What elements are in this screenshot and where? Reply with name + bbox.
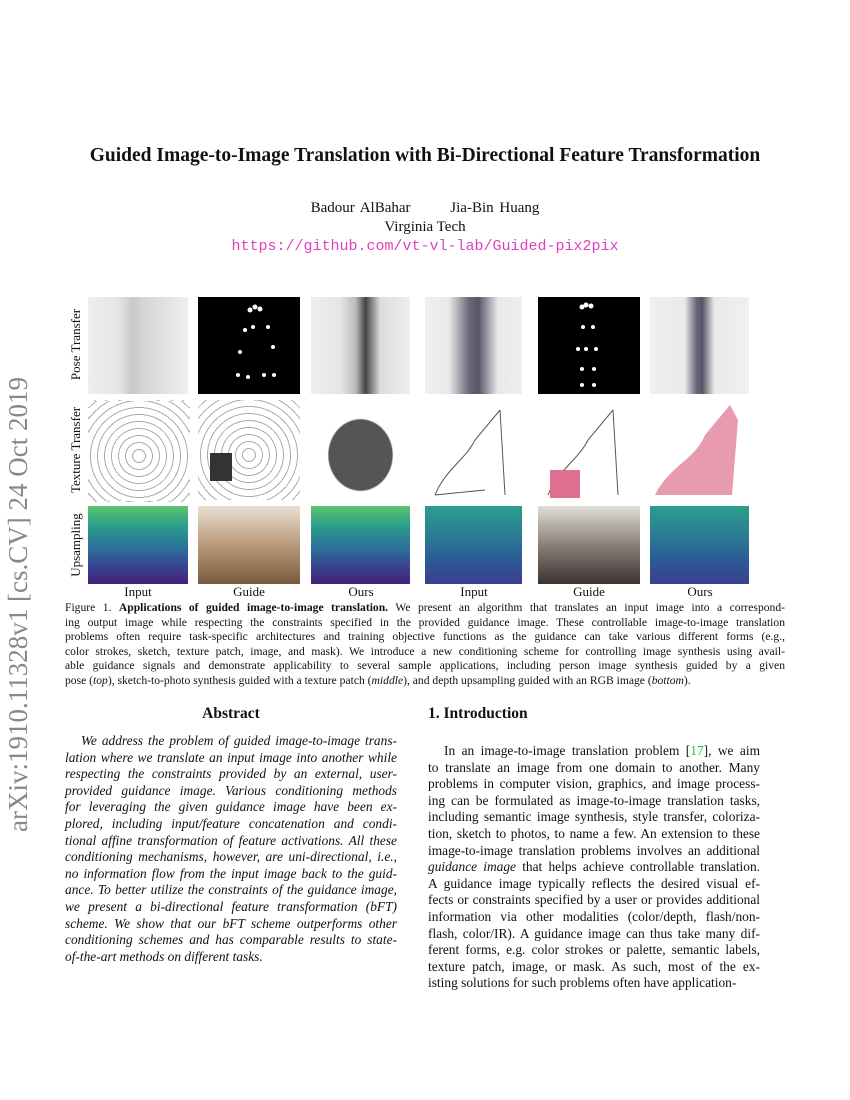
text-span: lation where we translate an input image into another while [65, 749, 397, 765]
introduction-body [428, 743, 760, 992]
text-line [65, 645, 785, 660]
image-output-shoe [650, 400, 749, 500]
image-input-sketch-shoe [425, 400, 522, 500]
text-span: problems often require task-specific architectures and training objective functions as the guidance can take various different forms (e.g., [65, 630, 785, 644]
image-input-person-2 [425, 297, 522, 394]
text-line [65, 833, 397, 850]
row-label-texture: Texture Transfer [68, 406, 83, 494]
authors [0, 200, 850, 217]
text-line [65, 616, 785, 631]
text-span: ], we aim [703, 743, 760, 758]
image-input-person-1 [88, 297, 188, 394]
text-span: ), and depth upsampling guided with an RGB image ( [403, 673, 652, 687]
text-line [65, 630, 785, 645]
text-span: conditioning schemes and has comparable results to state- [65, 932, 397, 948]
text-line [65, 601, 785, 616]
text-span: We address the problem of guided image-to-image trans- [81, 733, 397, 748]
image-input-depth-2 [425, 506, 522, 584]
text-span: pose ( [65, 673, 94, 687]
text-span: able guidance signals and demonstrate applicability to several sample applications, including person image synthesis guided by a given [65, 659, 785, 673]
text-span: In an image-to-image translation problem [ [444, 743, 691, 758]
text-span: of-the-art methods on different tasks. [65, 948, 263, 964]
text-line [65, 849, 397, 866]
text-span: respecting the constraints provided by an external, user- [65, 766, 397, 782]
image-input-depth-1 [88, 506, 188, 584]
text-span: information via other modalities (color/depth, flash/non- [428, 908, 760, 924]
image-guide-pose-2 [538, 297, 640, 394]
abstract-heading: Abstract [202, 705, 260, 722]
text-span: middle [371, 673, 404, 687]
arxiv-side-stamp: arXiv:1910.11328v1 [cs.CV] 24 Oct 2019 [3, 377, 33, 832]
figure-caption [65, 601, 785, 689]
text-span: Applications of guided image-to-image translation. [118, 601, 389, 614]
text-line [428, 809, 760, 826]
text-line [428, 926, 760, 943]
paper-title: Guided Image-to-Image Translation with Bi-Directional Feature Transformation [89, 145, 761, 166]
text-line [65, 949, 397, 966]
text-span: fects or constraints specified by a user or provides additional [428, 892, 760, 908]
text-span: guidance image [428, 859, 516, 875]
image-guide-shoe-patch [538, 400, 640, 500]
column-label: Ours [348, 584, 374, 599]
text-line [428, 793, 760, 810]
author: Badour AlBahar [310, 200, 411, 216]
text-line [65, 816, 397, 833]
text-line [65, 882, 397, 899]
citation-link[interactable]: 17 [690, 743, 704, 758]
text-line [428, 843, 760, 860]
image-output-person-2 [650, 297, 749, 394]
text-span: flash, color/IR). A guidance image can thus take many dif- [428, 925, 760, 941]
text-span: tional affine transformation of feature activations. All these [65, 832, 397, 848]
text-line [65, 750, 397, 767]
text-line [65, 766, 397, 783]
text-span: provided guidance image. Various conditioning methods [65, 782, 397, 798]
text-span: ing can be formulated as image-to-image translation tasks, [428, 792, 760, 808]
text-span: ance. To better utilize the constraints of the guidance image, [65, 882, 397, 898]
text-line [428, 859, 760, 876]
text-span: image-to-image translation problems involves an additional [428, 842, 760, 858]
column-label: Ours [687, 584, 713, 599]
text-span: ), sketch-to-photo synthesis guided with a texture patch ( [107, 673, 372, 687]
image-guide-bag-patch [198, 400, 300, 500]
text-span: that helps achieve controllable translation. [516, 859, 760, 875]
image-output-depth-2 [650, 506, 749, 584]
abstract-body [65, 733, 397, 965]
text-line [65, 674, 785, 689]
image-output-person-1 [311, 297, 410, 394]
text-line [65, 899, 397, 916]
text-line [428, 975, 760, 992]
text-span: to translate an image from one domain to another. Many [428, 759, 760, 775]
introduction-heading: 1. Introduction [428, 705, 528, 722]
text-line [65, 733, 397, 750]
text-span: We present an algorithm that translates an input image into a correspond- [388, 601, 785, 614]
text-span: problems in computer vision, graphics, and image process- [428, 776, 760, 792]
image-output-depth-1 [311, 506, 410, 584]
column-label: Input [124, 584, 152, 599]
text-span: ing output image while respecting the constraints specified in the provided guidance image. These controllable image-to-image translation [65, 615, 785, 629]
image-input-sketch-bag [88, 400, 190, 502]
text-line [428, 892, 760, 909]
text-span: tion, sketch to photos, to name a few. An extension to these [428, 825, 760, 841]
text-span: bottom [651, 673, 684, 687]
text-line [65, 783, 397, 800]
column-label: Input [460, 584, 488, 599]
repo-link[interactable]: https://github.com/vt-vl-lab/Guided-pix2pix [231, 238, 619, 255]
image-guide-rgb-2 [538, 506, 640, 584]
author: Jia-Bin Huang [450, 200, 540, 216]
text-line [428, 743, 760, 760]
image-guide-rgb-1 [198, 506, 300, 584]
text-span: color strokes, sketch, texture patch, image, and mask). We introduce a new conditioning scheme for controlling image synthesis using avail- [65, 644, 785, 658]
text-span: texture patch, image, or mask. As such, most of the ex- [428, 958, 760, 974]
text-line [428, 876, 760, 893]
column-label: Guide [573, 584, 605, 599]
text-span: plored, including input/feature concatenation and condi- [65, 815, 397, 831]
text-span: top [93, 673, 108, 687]
row-label-upsampling: Upsampling [68, 513, 83, 577]
text-line [65, 659, 785, 674]
text-span: scheme. We show that our bFT scheme outperforms other [65, 915, 397, 931]
text-line [428, 959, 760, 976]
text-line [428, 909, 760, 926]
text-span: A guidance image typically reflects the desired visual ef- [428, 875, 760, 891]
text-span: Figure 1. [65, 601, 119, 614]
row-label-pose: Pose Transfer [68, 308, 83, 381]
text-line [428, 942, 760, 959]
text-span: including semantic image synthesis, style transfer, coloriza- [428, 809, 760, 825]
text-span: we present a bi-directional feature transformation (bFT) [65, 898, 397, 914]
text-span: no information flow from the input image back to the guid- [65, 865, 397, 881]
text-line [65, 916, 397, 933]
affiliation: Virginia Tech [384, 219, 466, 235]
text-span: ferent forms, e.g. color strokes or palette, semantic labels, [428, 942, 760, 958]
text-span: isting solutions for such problems often have application- [428, 975, 737, 991]
text-line [65, 866, 397, 883]
text-span: ). [683, 673, 691, 687]
text-line [65, 799, 397, 816]
text-span: conditioning mechanisms, however, are uni-directional, i.e., [65, 849, 397, 865]
text-line [65, 932, 397, 949]
image-guide-pose-1 [198, 297, 300, 394]
image-output-bag [311, 400, 410, 500]
text-line [428, 760, 760, 777]
column-label: Guide [233, 584, 265, 599]
text-line [428, 776, 760, 793]
text-line [428, 826, 760, 843]
text-span: for leveraging the given guidance image have been ex- [65, 799, 397, 815]
